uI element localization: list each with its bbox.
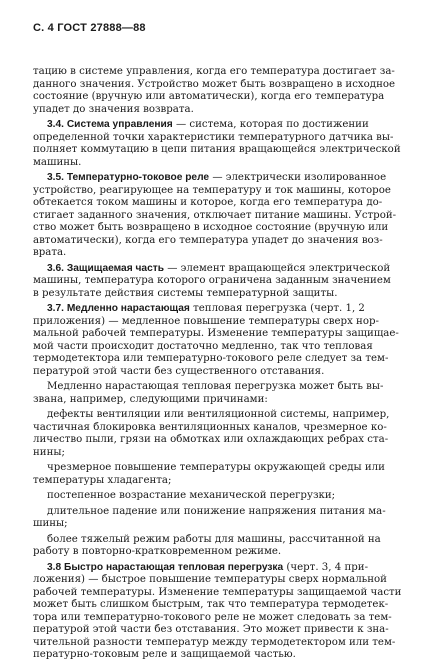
text-line — [33, 574, 401, 587]
text-line — [33, 316, 401, 329]
text-line — [33, 247, 401, 260]
line-text: пературой этой части без существенного отставания. — [33, 365, 325, 377]
line-text: в результате действия системы температурной защиты. — [33, 287, 338, 299]
text-line — [33, 434, 401, 447]
line-text: — элемент вращающейся электрической — [164, 262, 391, 274]
text-line — [33, 341, 401, 354]
line-text: рабочей температуры. Изменение температуры защищаемой части — [33, 586, 401, 598]
text-line — [33, 263, 401, 276]
text-line — [33, 462, 401, 475]
text-line — [33, 612, 401, 625]
text-line — [33, 353, 401, 366]
line-text: нины; — [33, 446, 65, 458]
line-text: врата. — [33, 247, 67, 258]
line-text: звана, например, следующими причинами: — [33, 393, 268, 405]
line-text: приложения) — медленное повышение температуры сверх нор- — [33, 315, 379, 327]
text-line — [33, 197, 401, 210]
text-line — [33, 144, 401, 157]
text-line — [33, 303, 401, 316]
line-text: полняет коммутацию в цепи питания вращающейся электрической — [33, 144, 401, 155]
text-line — [33, 66, 401, 79]
text-line — [33, 119, 401, 132]
line-text: автоматически), когда его температура упадет до значения воз- — [33, 234, 383, 246]
text-line — [33, 185, 401, 198]
line-text: постепенное возрастание механической перегрузки; — [47, 490, 336, 501]
line-text: термодетектора или температурно-токового реле следует за тем- — [33, 353, 389, 364]
text-line — [33, 475, 401, 488]
term-heading: 3.5. Температурно-токовое реле — [47, 172, 210, 183]
line-text: чрезмерное повышение температуры окружающей среды или — [47, 462, 385, 473]
line-text: ство может быть возвращено в исходное состояние (вручную или — [33, 222, 389, 233]
document-body — [33, 66, 401, 662]
text-line — [33, 447, 401, 460]
line-text: дефекты вентиляции или вентиляционной системы, например, — [47, 409, 390, 420]
line-text: длительное падение или понижение напряжения питания ма- — [47, 505, 386, 517]
text-line — [33, 172, 401, 185]
line-text: чительной разности температур между термодетектором или тем- — [33, 636, 396, 648]
text-line — [33, 381, 401, 394]
line-text: — электрически изолированное — [209, 172, 387, 183]
line-text: состояние (вручную или автоматически), когда его температура — [33, 91, 385, 102]
page-header: С. 4 ГОСТ 27888—88 — [33, 22, 146, 34]
text-line — [33, 599, 401, 612]
line-text: тацию в системе управления, когда его температура достигает за- — [33, 66, 395, 77]
line-text: (черт. 3, 4 при- — [283, 561, 369, 573]
text-line — [33, 394, 401, 407]
line-text: устройство, реагирующее на температуру и ток машины, которое — [33, 184, 391, 196]
line-text: стигает заданного значения, отключает питание машины. Устрой- — [33, 209, 397, 221]
term-heading: 3.8 Быстро нарастающая тепловая перегрузка — [47, 561, 284, 573]
line-text: мой части происходит достаточно медленно, так что тепловая — [33, 340, 373, 352]
text-line — [33, 649, 401, 662]
text-line — [33, 157, 401, 170]
text-line — [33, 328, 401, 341]
text-line — [33, 91, 401, 104]
text-line — [33, 288, 401, 301]
line-text: более тяжелый режим работы для машины, рассчитанной на — [47, 533, 381, 545]
line-text: обтекается током машины и которое, когда его температура до- — [33, 197, 383, 208]
line-text: машины. — [33, 156, 82, 168]
text-line — [33, 210, 401, 223]
line-text: мальной рабочей температуры. Изменение температуры защищае- — [33, 328, 399, 339]
text-line — [33, 409, 401, 422]
line-text: определенной точки характеристики температурного датчика вы- — [33, 131, 394, 143]
text-line — [33, 79, 401, 92]
line-text: пературой этой части без отставания. Это может привести к зна- — [33, 624, 389, 635]
line-text: может быть слишком быстрым, так что температура термодетек- — [33, 599, 389, 610]
text-line — [33, 534, 401, 547]
text-line — [33, 490, 401, 503]
text-line — [33, 637, 401, 650]
line-text: упадет до значения возврата. — [33, 103, 194, 115]
line-text: работу в повторно-кратковременном режиме. — [33, 546, 282, 557]
text-line — [33, 104, 401, 117]
line-text: — система, которая по достижении — [172, 119, 369, 130]
text-line — [33, 275, 401, 288]
line-text: шины; — [33, 518, 68, 529]
line-text: пературно-токовым реле и защищаемой частью. — [33, 649, 296, 660]
term-heading: 3.6. Защищаемая часть — [47, 262, 164, 274]
text-line — [33, 235, 401, 248]
text-line — [33, 562, 401, 575]
text-line — [33, 518, 401, 531]
text-line — [33, 546, 401, 559]
text-line — [33, 366, 401, 379]
line-text: тора или температурно-токового реле не может следовать за тем- — [33, 611, 392, 623]
text-line — [33, 422, 401, 435]
line-text: температуры хладагента; — [33, 474, 172, 486]
line-text: личество пыли, грязи на обмотках или охлаждающих ребрах ста- — [33, 434, 389, 445]
line-text: данного значения. Устройство может быть возвращено в исходное — [33, 78, 396, 90]
text-line — [33, 624, 401, 637]
term-heading: 3.4. Система управления — [47, 119, 173, 130]
line-text: частичная блокировка вентиляционных каналов, чрезмерное ко- — [33, 421, 387, 433]
text-line — [33, 587, 401, 600]
term-heading: 3.7. Медленно нарастающая — [47, 303, 190, 314]
line-text: ложения) — быстрое повышение температуры сверх нормальной — [33, 574, 387, 585]
text-line — [33, 132, 401, 145]
line-text: тепловая перегрузка (черт. 1, 2 — [189, 303, 365, 314]
line-text: Медленно нарастающая тепловая перегрузка может быть вы- — [47, 381, 384, 392]
text-line — [33, 222, 401, 235]
line-text: машины, температура которого ограничена заданным значением — [33, 275, 391, 286]
text-line — [33, 506, 401, 519]
